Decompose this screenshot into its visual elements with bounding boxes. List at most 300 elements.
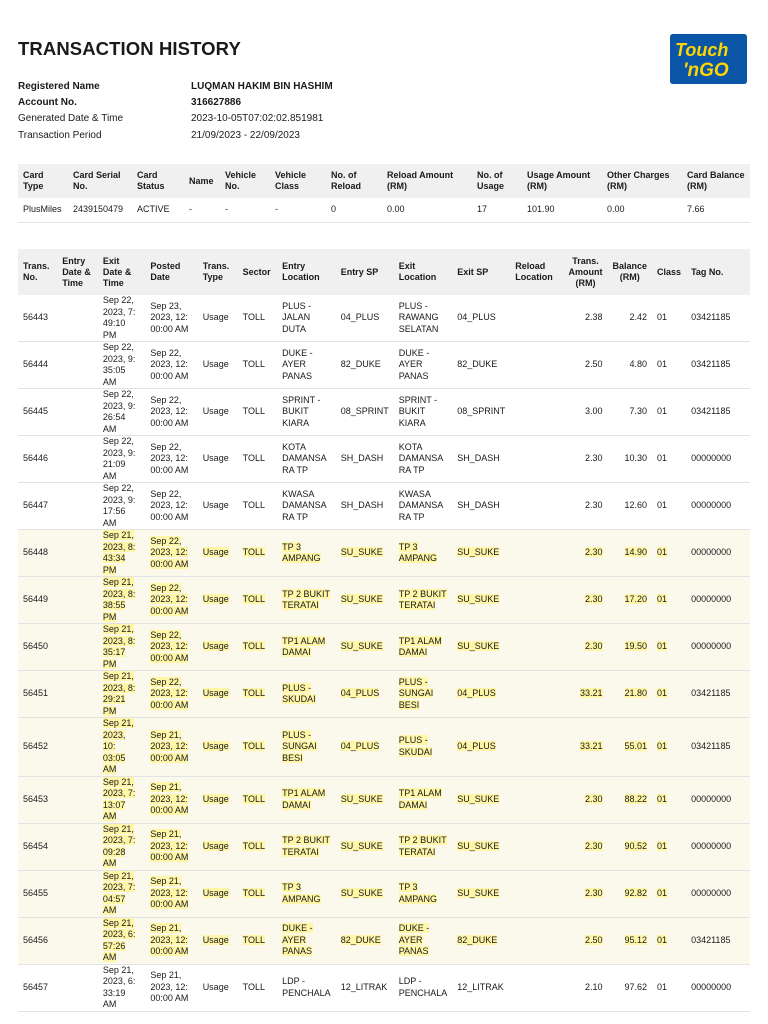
cell-text: Usage: [202, 500, 229, 511]
cell-text: Sep 22, 2023, 12: 00:00 AM: [150, 488, 189, 522]
cell-text: DUKE - AYER PANAS: [398, 923, 430, 957]
table-cell: 17: [472, 198, 522, 222]
transaction-cell: [336, 917, 394, 964]
cell-text: 56457: [23, 981, 49, 992]
transaction-cell: [336, 624, 394, 671]
cell-text: 01: [657, 500, 668, 511]
transaction-cell: [277, 389, 336, 436]
transaction-cell: [564, 483, 608, 530]
card-table-column-header: Name: [184, 164, 220, 198]
transaction-column-header: Trans. Type: [198, 249, 238, 295]
cell-text: 82_DUKE: [457, 359, 498, 370]
transaction-cell: [336, 389, 394, 436]
transaction-column-header: Class: [652, 249, 686, 295]
table-cell: 2439150479: [68, 198, 132, 222]
cell-text: Sep 22, 2023, 12: 00:00 AM: [150, 347, 189, 381]
cell-text: KOTA DAMANSA RA TP: [398, 441, 443, 475]
cell-text: 82_DUKE: [457, 934, 498, 945]
transaction-cell: [198, 823, 238, 870]
info-value: LUQMAN HAKIM BIN HASHIM: [191, 80, 333, 92]
card-table-column-header: Card Status: [132, 164, 184, 198]
cell-text: 14.90: [624, 547, 648, 558]
cell-text: Usage: [202, 741, 229, 752]
transaction-cell: [394, 671, 453, 718]
transaction-column-header: Balance (RM): [608, 249, 653, 295]
info-row: [18, 127, 333, 143]
info-value: 316627886: [191, 96, 242, 108]
cell-text: 04_PLUS: [457, 741, 496, 752]
transaction-cell: [686, 577, 750, 624]
cell-text: Sep 22, 2023, 12: 00:00 AM: [150, 676, 189, 710]
transaction-row: [18, 342, 750, 389]
cell-text: TOLL: [242, 981, 265, 992]
cell-text: TP 3 AMPANG: [398, 541, 438, 564]
transaction-cell: [452, 776, 510, 823]
transaction-cell: [277, 530, 336, 577]
transaction-cell: [452, 671, 510, 718]
transaction-cell: [57, 436, 98, 483]
transaction-cell: [686, 342, 750, 389]
cell-text: 10.30: [624, 453, 648, 464]
transaction-cell: [510, 342, 563, 389]
transaction-cell: [510, 295, 563, 342]
cell-text: LDP - PENCHALA: [398, 976, 448, 998]
transaction-cell: [18, 964, 57, 1011]
cell-text: TOLL: [242, 934, 265, 945]
cell-text: 88.22: [624, 793, 648, 804]
transaction-cell: [57, 389, 98, 436]
cell-text: Sep 22, 2023, 12: 00:00 AM: [150, 629, 189, 663]
transaction-cell: [18, 389, 57, 436]
cell-text: Usage: [202, 887, 229, 898]
cell-text: 2.50: [584, 934, 603, 945]
cell-text: Sep 21, 2023, 12: 00:00 AM: [150, 923, 189, 957]
transaction-cell: [564, 577, 608, 624]
transaction-cell: [394, 295, 453, 342]
cell-text: 03421185: [691, 741, 731, 752]
table-cell: -: [184, 198, 220, 222]
transaction-cell: [394, 718, 453, 777]
cell-text: 97.62: [624, 981, 648, 992]
cell-text: SU_SUKE: [457, 887, 500, 898]
transaction-cell: [98, 436, 146, 483]
transaction-cell: [394, 917, 453, 964]
cell-text: 04_PLUS: [340, 688, 380, 699]
transaction-row: [18, 671, 750, 718]
cell-text: 00000000: [691, 981, 732, 992]
transaction-cell: [394, 624, 453, 671]
transaction-cell: [336, 295, 394, 342]
cell-text: TP 2 BUKIT TERATAI: [282, 835, 331, 857]
transaction-cell: [336, 671, 394, 718]
table-cell: 0: [326, 198, 382, 222]
cell-text: TP1 ALAM DAMAI: [398, 788, 442, 810]
transaction-cell: [277, 718, 336, 777]
transaction-row: [18, 530, 750, 577]
transaction-cell: [652, 870, 686, 917]
transaction-row: [18, 964, 750, 1011]
transaction-cell: [198, 718, 238, 777]
transaction-cell: [686, 823, 750, 870]
transaction-row: [18, 577, 750, 624]
transaction-cell: [145, 917, 197, 964]
transaction-cell: [510, 389, 563, 436]
cell-text: 2.50: [584, 359, 603, 370]
cell-text: 08_SPRINT: [340, 406, 389, 417]
cell-text: 12_LITRAK: [340, 981, 388, 992]
transaction-cell: [145, 624, 197, 671]
transaction-column-header: Trans. No.: [18, 249, 57, 295]
cell-text: 04_PLUS: [340, 741, 380, 752]
transaction-cell: [57, 624, 98, 671]
cell-text: 03421185: [691, 688, 731, 699]
transaction-cell: [145, 776, 197, 823]
transaction-cell: [98, 530, 146, 577]
transaction-cell: [198, 964, 238, 1011]
cell-text: SU_SUKE: [340, 793, 383, 804]
cell-text: 17.20: [624, 594, 648, 605]
cell-text: TOLL: [242, 312, 265, 323]
transaction-cell: [18, 483, 57, 530]
transaction-cell: [510, 436, 563, 483]
cell-text: SH_DASH: [340, 453, 384, 464]
cell-text: TP 2 BUKIT TERATAI: [398, 835, 447, 857]
cell-text: 55.01: [624, 741, 648, 752]
transaction-cell: [238, 577, 278, 624]
cell-text: 04_PLUS: [457, 688, 496, 699]
cell-text: KWASA DAMANSA RA TP: [398, 488, 443, 522]
cell-text: 56456: [23, 934, 49, 945]
transaction-row: [18, 776, 750, 823]
cell-text: Usage: [202, 641, 229, 652]
cell-text: 56454: [23, 840, 49, 851]
transaction-cell: [18, 295, 57, 342]
transaction-cell: [238, 776, 278, 823]
transaction-cell: [98, 870, 146, 917]
transaction-cell: [238, 389, 278, 436]
transaction-cell: [18, 436, 57, 483]
cell-text: 04_PLUS: [457, 312, 496, 323]
cell-text: Sep 21, 2023, 6: 57:26 AM: [102, 917, 136, 963]
info-label: Generated Date & Time: [18, 113, 124, 125]
transaction-cell: [18, 624, 57, 671]
cell-text: SU_SUKE: [457, 547, 500, 558]
transaction-row: [18, 823, 750, 870]
transaction-cell: [686, 436, 750, 483]
transaction-cell: [238, 671, 278, 718]
transaction-cell: [452, 483, 510, 530]
transaction-cell: [98, 964, 146, 1011]
cell-text: Sep 21, 2023, 6: 33:19 AM: [102, 964, 136, 1010]
transaction-cell: [510, 917, 563, 964]
cell-text: 56449: [23, 594, 49, 605]
transaction-cell: [686, 964, 750, 1011]
cell-text: 2.30: [584, 594, 603, 605]
transaction-cell: [277, 870, 336, 917]
transaction-cell: [608, 870, 653, 917]
cell-text: 21.80: [624, 688, 648, 699]
transaction-column-header: Exit Date & Time: [98, 249, 146, 295]
transaction-cell: [198, 530, 238, 577]
cell-text: 01: [657, 981, 668, 992]
cell-text: 90.52: [624, 840, 648, 851]
transaction-cell: [277, 577, 336, 624]
cell-text: 00000000: [691, 887, 732, 898]
cell-text: SU_SUKE: [457, 793, 500, 804]
cell-text: 56448: [23, 547, 49, 558]
transaction-cell: [98, 917, 146, 964]
cell-text: Sep 21, 2023, 12: 00:00 AM: [150, 782, 189, 816]
cell-text: Sep 22, 2023, 12: 00:00 AM: [150, 441, 189, 475]
transaction-cell: [238, 964, 278, 1011]
transaction-cell: [686, 389, 750, 436]
cell-text: 2.30: [584, 887, 603, 898]
cell-text: 03421185: [691, 312, 731, 323]
cell-text: Usage: [202, 688, 229, 699]
cell-text: 56445: [23, 406, 49, 417]
transaction-column-header: Entry SP: [336, 249, 394, 295]
transaction-cell: [98, 776, 146, 823]
table-cell: -: [270, 198, 326, 222]
transaction-cell: [686, 530, 750, 577]
cell-text: Sep 21, 2023, 7: 04:57 AM: [102, 870, 136, 916]
cell-text: TOLL: [242, 840, 265, 851]
transaction-cell: [238, 483, 278, 530]
transaction-cell: [277, 917, 336, 964]
cell-text: 01: [657, 594, 668, 605]
transaction-cell: [145, 577, 197, 624]
cell-text: 56444: [23, 359, 49, 370]
cell-text: 19.50: [624, 641, 648, 652]
cell-text: 2.42: [629, 312, 648, 323]
transaction-cell: [652, 718, 686, 777]
transaction-cell: [686, 870, 750, 917]
transaction-cell: [198, 295, 238, 342]
transaction-cell: [98, 342, 146, 389]
cell-text: 82_DUKE: [340, 934, 381, 945]
transaction-cell: [198, 776, 238, 823]
transaction-cell: [145, 870, 197, 917]
transaction-cell: [18, 671, 57, 718]
cell-text: 00000000: [691, 547, 732, 558]
cell-text: 01: [657, 840, 668, 851]
transaction-cell: [652, 389, 686, 436]
transaction-cell: [18, 718, 57, 777]
cell-text: 33.21: [579, 741, 603, 752]
transaction-cell: [686, 718, 750, 777]
cell-text: TOLL: [242, 594, 265, 605]
transaction-cell: [198, 389, 238, 436]
transaction-cell: [238, 436, 278, 483]
cell-text: 56453: [23, 793, 49, 804]
cell-text: Sep 22, 2023, 12: 00:00 AM: [150, 582, 189, 616]
info-label: Transaction Period: [18, 129, 102, 141]
transaction-cell: [652, 342, 686, 389]
transaction-cell: [564, 917, 608, 964]
transaction-cell: [145, 436, 197, 483]
transaction-cell: [57, 483, 98, 530]
table-cell: 0.00: [382, 198, 472, 222]
transaction-cell: [686, 624, 750, 671]
transaction-cell: [510, 718, 563, 777]
cell-text: 92.82: [624, 887, 648, 898]
cell-text: DUKE - AYER PANAS: [282, 347, 313, 381]
transaction-cell: [652, 530, 686, 577]
transaction-cell: [564, 342, 608, 389]
transaction-cell: [238, 870, 278, 917]
transaction-cell: [652, 624, 686, 671]
cell-text: 56450: [23, 641, 49, 652]
transaction-row: [18, 624, 750, 671]
card-table-column-header: Vehicle Class: [270, 164, 326, 198]
cell-text: TOLL: [242, 500, 265, 511]
transaction-cell: [608, 577, 653, 624]
transaction-cell: [277, 776, 336, 823]
cell-text: 01: [657, 453, 668, 464]
transaction-cell: [452, 436, 510, 483]
cell-text: TP1 ALAM DAMAI: [282, 788, 326, 810]
cell-text: Sep 21, 2023, 8: 43:34 PM: [102, 530, 136, 575]
transaction-cell: [564, 530, 608, 577]
transaction-cell: [238, 342, 278, 389]
transaction-cell: [608, 964, 653, 1011]
transaction-cell: [145, 530, 197, 577]
transaction-row: [18, 870, 750, 917]
transaction-cell: [564, 389, 608, 436]
info-label: Account No.: [18, 96, 77, 108]
transaction-cell: [277, 671, 336, 718]
transaction-cell: [608, 776, 653, 823]
transaction-cell: [98, 483, 146, 530]
cell-text: TOLL: [242, 641, 265, 652]
transaction-row: [18, 718, 750, 777]
transaction-cell: [394, 577, 453, 624]
cell-text: 95.12: [624, 934, 648, 945]
transaction-cell: [18, 776, 57, 823]
info-row: [18, 111, 333, 127]
cell-text: 56455: [23, 887, 49, 898]
transaction-cell: [452, 389, 510, 436]
transaction-row: [18, 389, 750, 436]
cell-text: Sep 22, 2023, 9: 35:05 AM: [102, 342, 136, 387]
transaction-cell: [98, 577, 146, 624]
transaction-cell: [98, 718, 146, 777]
cell-text: 08_SPRINT: [457, 406, 506, 417]
cell-text: SH_DASH: [457, 453, 500, 464]
cell-text: SU_SUKE: [340, 887, 383, 898]
transaction-cell: [452, 624, 510, 671]
transaction-cell: [394, 870, 453, 917]
cell-text: 01: [657, 887, 668, 898]
cell-text: DUKE - AYER PANAS: [282, 923, 313, 957]
info-row: [18, 78, 333, 94]
table-cell: 101.90: [522, 198, 602, 222]
transaction-cell: [98, 671, 146, 718]
card-table-column-header: Vehicle No.: [220, 164, 270, 198]
cell-text: 03421185: [691, 359, 731, 370]
transaction-column-header: Posted Date: [145, 249, 197, 295]
transaction-cell: [57, 295, 98, 342]
transaction-cell: [277, 823, 336, 870]
cell-text: Sep 21, 2023, 8: 35:17 PM: [102, 624, 136, 669]
cell-text: 01: [657, 688, 668, 699]
cell-text: SU_SUKE: [340, 840, 383, 851]
transaction-column-header: Reload Location: [510, 249, 563, 295]
transaction-cell: [57, 671, 98, 718]
transaction-cell: [510, 671, 563, 718]
card-table-column-header: Card Type: [18, 164, 68, 198]
transaction-cell: [145, 671, 197, 718]
transaction-cell: [198, 342, 238, 389]
transaction-cell: [98, 389, 146, 436]
cell-text: DUKE - AYER PANAS: [398, 347, 430, 381]
transaction-cell: [336, 483, 394, 530]
transaction-cell: [98, 823, 146, 870]
transaction-cell: [510, 776, 563, 823]
cell-text: Sep 21, 2023, 12: 00:00 AM: [150, 729, 189, 763]
cell-text: 2.38: [584, 312, 603, 323]
transaction-cell: [608, 624, 653, 671]
transaction-cell: [394, 436, 453, 483]
transaction-cell: [277, 436, 336, 483]
cell-text: TP1 ALAM DAMAI: [398, 635, 442, 658]
transaction-cell: [686, 776, 750, 823]
transaction-cell: [336, 776, 394, 823]
transaction-cell: [564, 870, 608, 917]
cell-text: Usage: [202, 359, 229, 370]
transaction-column-header: Exit SP: [452, 249, 510, 295]
transaction-cell: [336, 342, 394, 389]
cell-text: Usage: [202, 406, 229, 417]
cell-text: PLUS - JALAN DUTA: [282, 300, 312, 334]
transaction-cell: [510, 483, 563, 530]
cell-text: SPRINT - BUKIT KIARA: [282, 394, 321, 428]
card-table-column-header: Other Charges (RM): [602, 164, 682, 198]
transaction-cell: [18, 823, 57, 870]
cell-text: Sep 22, 2023, 9: 21:09 AM: [102, 436, 136, 481]
transaction-column-header: Entry Date & Time: [57, 249, 98, 295]
transaction-cell: [198, 671, 238, 718]
cell-text: KOTA DAMANSA RA TP: [282, 441, 327, 475]
transaction-cell: [238, 624, 278, 671]
cell-text: Sep 21, 2023, 10: 03:05 AM: [102, 718, 134, 775]
transaction-cell: [198, 624, 238, 671]
cell-text: Sep 21, 2023, 12: 00:00 AM: [150, 970, 189, 1004]
cell-text: 01: [657, 359, 668, 370]
cell-text: 01: [657, 934, 668, 945]
cell-text: KWASA DAMANSA RA TP: [282, 488, 327, 522]
cell-text: Sep 21, 2023, 7: 13:07 AM: [102, 776, 136, 822]
transaction-cell: [652, 776, 686, 823]
cell-text: TP 3 AMPANG: [282, 541, 321, 564]
transaction-cell: [145, 964, 197, 1011]
transaction-cell: [277, 624, 336, 671]
cell-text: 12.60: [624, 500, 648, 511]
transaction-cell: [145, 823, 197, 870]
transaction-cell: [652, 823, 686, 870]
cell-text: TP 3 AMPANG: [398, 882, 438, 904]
account-info: [18, 78, 333, 143]
transaction-cell: [652, 917, 686, 964]
transaction-cell: [608, 295, 653, 342]
transaction-cell: [98, 624, 146, 671]
transaction-cell: [608, 718, 653, 777]
cell-text: 2.30: [584, 453, 603, 464]
transaction-cell: [608, 342, 653, 389]
cell-text: 01: [657, 547, 668, 558]
transaction-cell: [145, 342, 197, 389]
transaction-cell: [238, 917, 278, 964]
